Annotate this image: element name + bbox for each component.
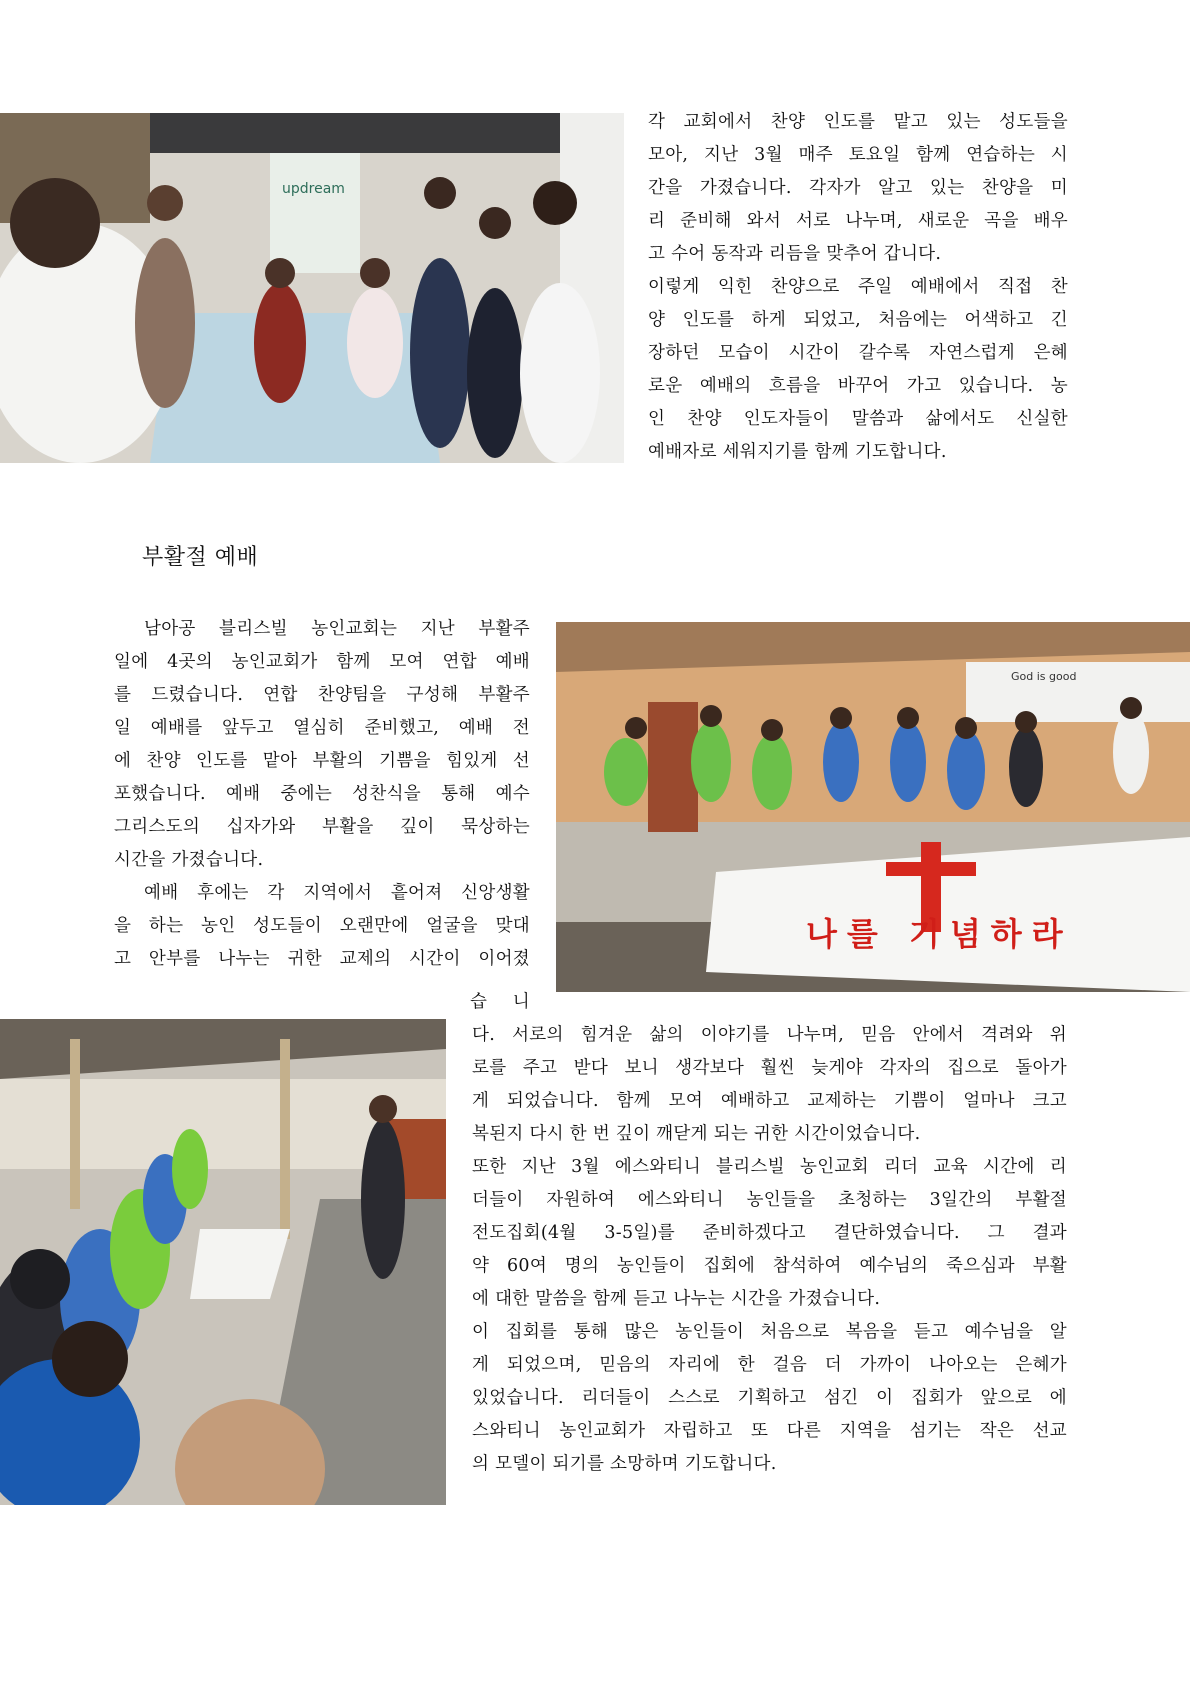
text-line: 고 안부를 나누는 귀한 교제의 시간이 이어졌 <box>114 949 530 969</box>
text-line: 습 니 <box>470 992 530 1012</box>
section-title: 부활절 예배 <box>142 545 259 570</box>
paragraph-continuation <box>470 986 530 1019</box>
text-line: 에 찬양 인도를 맡아 부활의 기쁨을 힘있게 선 <box>114 751 530 771</box>
text-line: 더들이 자원하여 에스와티니 농인들을 초청하는 3일간의 부활절 <box>472 1190 1067 1210</box>
text-line: 남아공 블리스빌 농인교회는 지난 부활주 <box>144 619 530 639</box>
text-line: 복된지 다시 한 번 깊이 깨닫게 되는 귀한 시간이었습니다. <box>472 1124 921 1144</box>
text-line: 고 수어 동작과 리듬을 맞추어 갑니다. <box>648 244 942 264</box>
text-line: 약 60여 명의 농인들이 집회에 참석하여 예수님의 죽으심과 부활 <box>472 1256 1067 1276</box>
text-line: 양 인도를 하게 되었고, 처음에는 어색하고 긴 <box>648 310 1068 330</box>
text-line: 그리스도의 십자가와 부활을 깊이 묵상하는 <box>114 817 530 837</box>
banner-text: 나를 기념하라 <box>806 915 1073 953</box>
text-line: 예배자로 세워지기를 함께 기도합니다. <box>648 442 947 462</box>
text-line: 각 교회에서 찬양 인도를 맡고 있는 성도들을 <box>648 112 1068 132</box>
photo-worship-practice <box>0 113 624 463</box>
text-line: 포했습니다. 예배 중에는 성찬식을 통해 예수 <box>114 784 530 804</box>
text-line: 이렇게 익힌 찬양으로 주일 예배에서 직접 찬 <box>648 277 1068 297</box>
paragraph-easter-service <box>114 613 530 976</box>
paragraph-praise-practice <box>648 106 1068 469</box>
text-line: 이 집회를 통해 많은 농인들이 처음으로 복음을 듣고 예수님을 알 <box>472 1322 1067 1342</box>
text-line: 모아, 지난 3월 매주 토요일 함께 연습하는 시 <box>648 145 1068 165</box>
text-line: 장하던 모습이 시간이 갈수록 자연스럽게 은혜 <box>648 343 1068 363</box>
text-line: 게 되었습니다. 함께 모여 예배하고 교제하는 기쁨이 얼마나 크고 <box>472 1091 1067 1111</box>
text-line: 로를 주고 받다 보니 생각보다 훨씬 늦게야 각자의 집으로 돌아가 <box>472 1058 1067 1078</box>
text-line: 에 대한 말씀을 함께 듣고 나누는 시간을 가졌습니다. <box>472 1289 881 1309</box>
text-line: 있었습니다. 리더들이 스스로 기획하고 섬긴 이 집회가 앞으로 에 <box>472 1388 1067 1408</box>
text-line: 전도집회(4월 3-5일)를 준비하겠다고 결단하였습니다. 그 결과 <box>472 1223 1067 1243</box>
paragraph-evangelism-rally <box>472 1019 1067 1481</box>
photo-easter-service <box>556 622 1190 992</box>
text-line: 게 되었으며, 믿음의 자리에 한 걸음 더 가까이 나아오는 은혜가 <box>472 1355 1067 1375</box>
text-line: 의 모델이 되기를 소망하며 기도합니다. <box>472 1454 777 1474</box>
text-line: 스와티니 농인교회가 자립하고 또 다른 지역을 섬기는 작은 선교 <box>472 1421 1067 1441</box>
photo-fellowship <box>0 1019 446 1505</box>
text-line: 일에 4곳의 농인교회가 함께 모여 연합 예배 <box>114 652 530 672</box>
text-line: 인 찬양 인도자들이 말씀과 삶에서도 신실한 <box>648 409 1068 429</box>
text-line: 리 준비해 와서 서로 나누며, 새로운 곡을 배우 <box>648 211 1068 231</box>
text-line: 일 예배를 앞두고 열심히 준비했고, 예배 전 <box>114 718 530 738</box>
screen-text: God is good <box>1011 670 1077 683</box>
text-line: 를 드렸습니다. 연합 찬양팀을 구성해 부활주 <box>114 685 530 705</box>
text-line: 을 하는 농인 성도들이 오랜만에 얼굴을 맞대 <box>114 916 530 936</box>
text-line: 다. 서로의 힘겨운 삶의 이야기를 나누며, 믿음 안에서 격려와 위 <box>472 1025 1067 1045</box>
text-line: 시간을 가졌습니다. <box>114 850 264 870</box>
text-line: 예배 후에는 각 지역에서 흩어져 신앙생활 <box>144 883 530 903</box>
updream-poster-text: updream <box>282 181 345 197</box>
text-line: 로운 예배의 흐름을 바꾸어 가고 있습니다. 농 <box>648 376 1068 396</box>
text-line: 또한 지난 3월 에스와티니 블리스빌 농인교회 리더 교육 시간에 리 <box>472 1157 1067 1177</box>
text-line: 간을 가졌습니다. 각자가 알고 있는 찬양을 미 <box>648 178 1068 198</box>
